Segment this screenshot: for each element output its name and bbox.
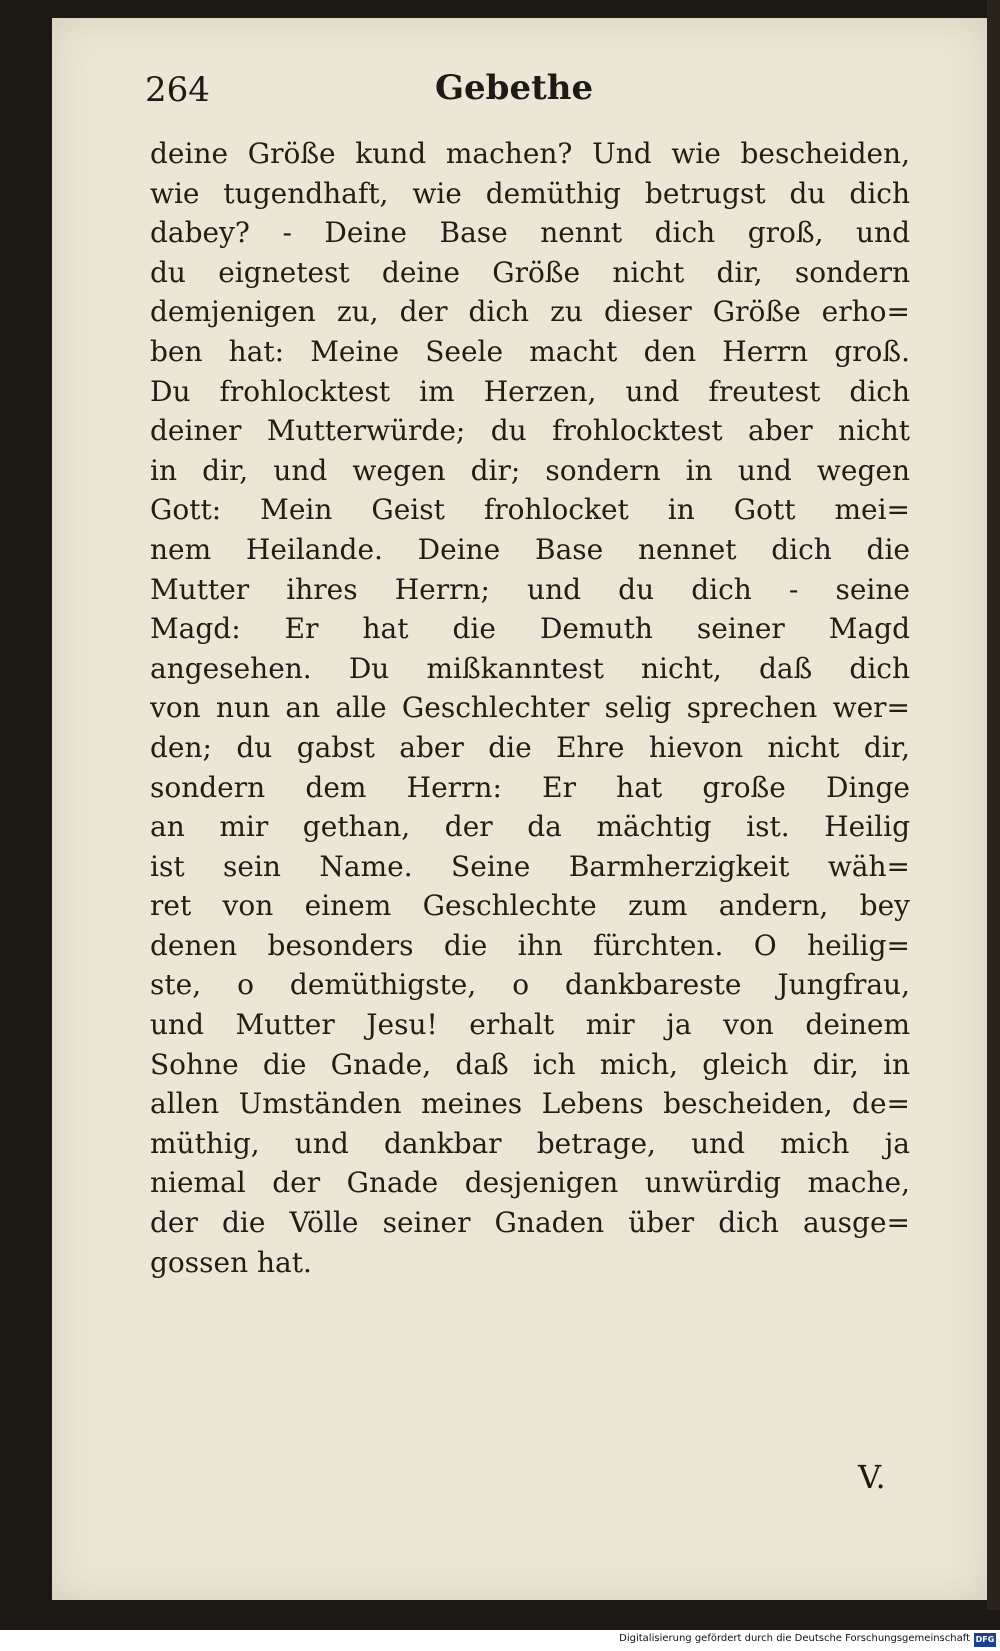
text-line: Mutter ihres Herrn; und du dich - seine [150, 572, 910, 606]
text-line: von nun an alle Geschlechter selig sprechen wer= [150, 691, 910, 725]
text-line: Sohne die Gnade, daß ich mich, gleich dir, in [150, 1047, 910, 1081]
text-line: demjenigen zu, der dich zu dieser Größe erho= [150, 295, 910, 329]
text-line: deiner Mutterwürde; du frohlocktest aber nicht [150, 414, 910, 448]
text-line: denen besonders die ihn fürchten. O heilig= [150, 928, 910, 962]
running-head [145, 62, 975, 120]
text-line: und Mutter Jesu! erhalt mir ja von deinem [150, 1008, 910, 1042]
text-line: ben hat: Meine Seele macht den Herrn groß. [150, 334, 910, 368]
text-line: der die Völle seiner Gnaden über dich ausge= [150, 1206, 910, 1240]
text-line: dabey? - Deine Base nennt dich groß, und [150, 216, 910, 250]
text-line: ret von einem Geschlechte zum andern, bey [150, 889, 910, 923]
footer-bar [0, 1630, 1000, 1651]
text-line: deine Größe kund machen? Und wie bescheiden, [150, 137, 910, 170]
text-line: an mir gethan, der da mächtig ist. Heilig [150, 810, 910, 844]
text-line: nem Heilande. Deine Base nennet dich die [150, 532, 910, 566]
catchword: V. [858, 1458, 886, 1496]
body-text [150, 134, 910, 1282]
text-line: niemal der Gnade desjenigen unwürdig mache, [150, 1166, 910, 1200]
text-line: müthig, und dankbar betrage, und mich ja [150, 1126, 910, 1160]
dfg-logo: DFG [974, 1633, 996, 1647]
text-line: Gott: Mein Geist frohlocket in Gott mei= [150, 493, 910, 527]
text-line: du eignetest deine Größe nicht dir, sondern [150, 255, 910, 289]
text-line: angesehen. Du mißkanntest nicht, daß dich [150, 651, 910, 685]
text-line: den; du gabst aber die Ehre hievon nicht dir, [150, 730, 910, 764]
page-edge [987, 0, 1000, 1610]
text-line: ist sein Name. Seine Barmherzigkeit wäh= [150, 849, 910, 883]
text-line: ste, o demüthigste, o dankbareste Jungfrau, [150, 968, 910, 1002]
text-line: allen Umständen meines Lebens bescheiden, de= [150, 1087, 910, 1121]
text-line: Du frohlocktest im Herzen, und freutest dich [150, 374, 910, 408]
running-head-title: Gebethe [435, 68, 594, 108]
text-line: sondern dem Herrn: Er hat große Dinge [150, 770, 910, 804]
text-line: Magd: Er hat die Demuth seiner Magd [150, 612, 910, 646]
text-line: in dir, und wegen dir; sondern in und wegen [150, 453, 910, 487]
text-line: wie tugendhaft, wie demüthig betrugst du dich [150, 176, 910, 210]
funding-credit: Digitalisierung gefördert durch die Deutsche Forschungsgemeinschaft [619, 1633, 970, 1644]
page-number: 264 [145, 70, 210, 110]
text-line: gossen hat. [150, 1245, 312, 1279]
